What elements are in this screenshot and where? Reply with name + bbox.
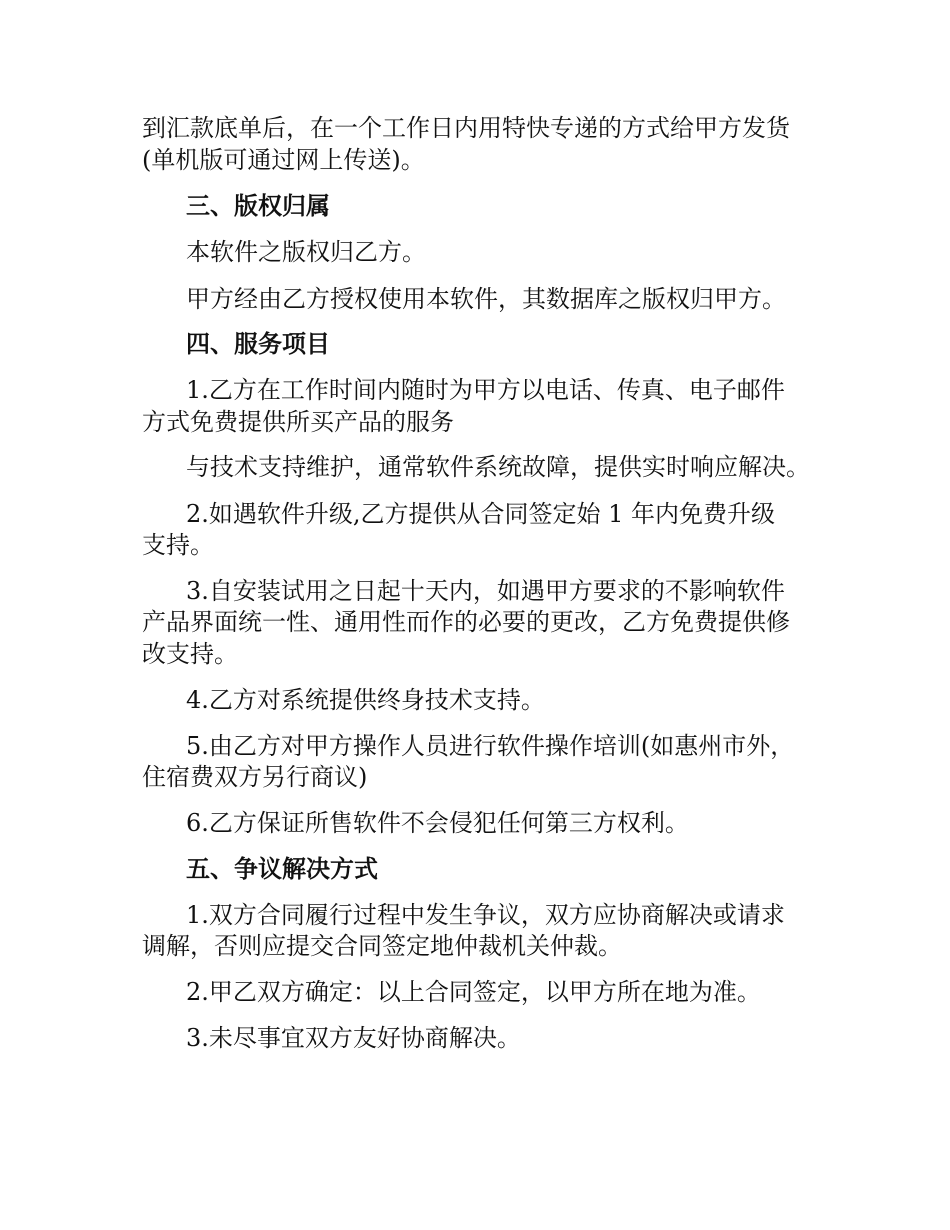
- paragraph-line: 调解，否则应提交合同签定地仲裁机关仲裁。: [142, 932, 622, 960]
- paragraph-line: 产品界面统一性、通用性而作的必要的更改，乙方免费提供修: [142, 608, 790, 636]
- paragraph-line: 到汇款底单后，在一个工作日内用特快专递的方式给甲方发货: [142, 114, 790, 142]
- paragraph-line: 改支持。: [142, 640, 238, 668]
- paragraph-line: 方式免费提供所买产品的服务: [142, 408, 454, 436]
- paragraph-line: 住宿费双方另行商议): [142, 763, 368, 791]
- paragraph-line: 5.由乙方对甲方操作人员进行软件操作培训(如惠州市外，: [186, 732, 795, 760]
- section-heading-services: 四、服务项目: [186, 330, 330, 358]
- paragraph-line: 与技术支持维护，通常软件系统故障，提供实时响应解决。: [186, 453, 810, 481]
- paragraph-line: 6.乙方保证所售软件不会侵犯任何第三方权利。: [186, 809, 689, 837]
- section-heading-disputes: 五、争议解决方式: [186, 855, 378, 883]
- paragraph-line: 3.未尽事宜双方友好协商解决。: [186, 1024, 521, 1052]
- paragraph-line: 1.乙方在工作时间内随时为甲方以电话、传真、电子邮件: [186, 376, 785, 404]
- paragraph-line: 本软件之版权归乙方。: [186, 238, 426, 266]
- paragraph-line: 4.乙方对系统提供终身技术支持。: [186, 686, 545, 714]
- paragraph-line: 2.甲乙双方确定：以上合同签定，以甲方所在地为准。: [186, 978, 761, 1006]
- paragraph-line: 2.如遇软件升级,乙方提供从合同签定始 1 年内免费升级: [186, 500, 776, 528]
- section-heading-copyright: 三、版权归属: [186, 192, 330, 220]
- paragraph-line: 甲方经由乙方授权使用本软件，其数据库之版权归甲方。: [186, 285, 786, 313]
- paragraph-line: 支持。: [142, 531, 214, 559]
- paragraph-line: 3.自安装试用之日起十天内，如遇甲方要求的不影响软件: [186, 577, 785, 605]
- paragraph-line: (单机版可通过网上传送)。: [142, 146, 425, 174]
- paragraph-line: 1.双方合同履行过程中发生争议，双方应协商解决或请求: [186, 901, 785, 929]
